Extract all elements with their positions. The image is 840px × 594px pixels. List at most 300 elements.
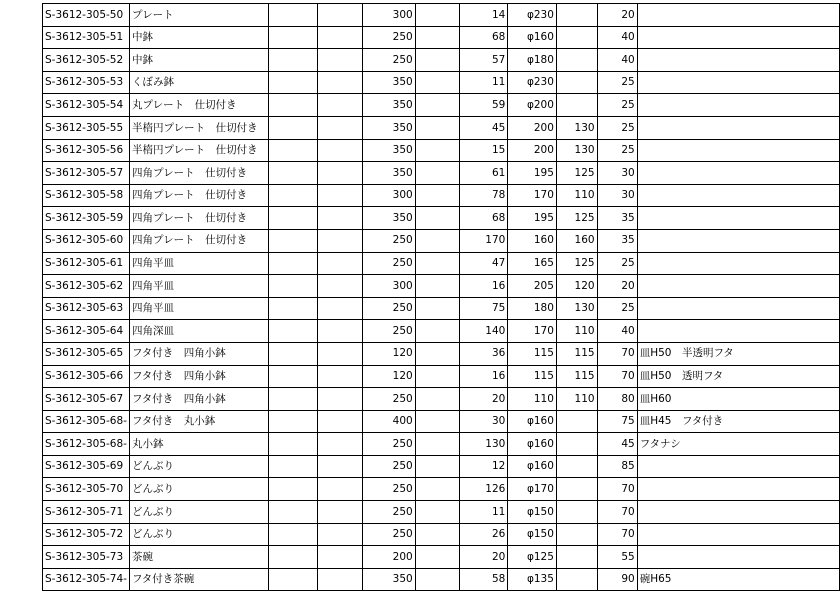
quantity-cell: 45 (460, 116, 508, 139)
width-cell: 125 (556, 252, 597, 275)
height-cell: 70 (597, 501, 637, 524)
empty-cell (317, 568, 363, 591)
price-cell: 350 (363, 71, 416, 94)
quantity-cell: 59 (460, 94, 508, 117)
empty-cell (269, 275, 317, 298)
empty-cell (415, 320, 460, 343)
product-name-cell: どんぶり (129, 501, 268, 524)
width-cell (556, 478, 597, 501)
table-row (43, 388, 840, 411)
product-code-cell: S-3612-305-57 (43, 162, 130, 185)
product-code-cell: S-3612-305-71 (43, 501, 130, 524)
quantity-cell: 126 (460, 478, 508, 501)
product-table (42, 3, 840, 591)
product-code-cell: S-3612-305-60 (43, 229, 130, 252)
product-name-cell: 茶碗 (129, 546, 268, 569)
diameter-length-cell: 115 (508, 342, 557, 365)
table-row (43, 162, 840, 185)
quantity-cell: 20 (460, 546, 508, 569)
empty-cell (317, 49, 363, 72)
product-name-cell: フタ付き 丸小鉢 (129, 410, 268, 433)
width-cell: 110 (556, 388, 597, 411)
price-cell: 250 (363, 320, 416, 343)
diameter-length-cell: 195 (508, 207, 557, 230)
note-cell (637, 229, 839, 252)
quantity-cell: 12 (460, 455, 508, 478)
product-code-cell: S-3612-305-73 (43, 546, 130, 569)
table-row (43, 275, 840, 298)
width-cell (556, 523, 597, 546)
empty-cell (317, 455, 363, 478)
quantity-cell: 16 (460, 275, 508, 298)
price-cell: 300 (363, 4, 416, 27)
table-row (43, 139, 840, 162)
height-cell: 20 (597, 275, 637, 298)
diameter-length-cell: φ170 (508, 478, 557, 501)
empty-cell (269, 501, 317, 524)
note-cell (637, 501, 839, 524)
empty-cell (269, 71, 317, 94)
table-row (43, 26, 840, 49)
width-cell (556, 546, 597, 569)
note-cell (637, 455, 839, 478)
empty-cell (269, 388, 317, 411)
quantity-cell: 61 (460, 162, 508, 185)
price-cell: 120 (363, 365, 416, 388)
empty-cell (317, 207, 363, 230)
table-row (43, 4, 840, 27)
price-cell: 350 (363, 116, 416, 139)
empty-cell (317, 546, 363, 569)
diameter-length-cell: φ135 (508, 568, 557, 591)
quantity-cell: 30 (460, 410, 508, 433)
diameter-length-cell: φ160 (508, 26, 557, 49)
empty-cell (317, 71, 363, 94)
table-row (43, 523, 840, 546)
empty-cell (415, 523, 460, 546)
empty-cell (415, 139, 460, 162)
diameter-length-cell: φ150 (508, 523, 557, 546)
product-code-cell: S-3612-305-53 (43, 71, 130, 94)
quantity-cell: 68 (460, 207, 508, 230)
empty-cell (269, 139, 317, 162)
empty-cell (269, 455, 317, 478)
height-cell: 35 (597, 229, 637, 252)
table-row (43, 229, 840, 252)
diameter-length-cell: 110 (508, 388, 557, 411)
height-cell: 20 (597, 4, 637, 27)
table-row (43, 433, 840, 456)
table-row (43, 365, 840, 388)
quantity-cell: 16 (460, 365, 508, 388)
empty-cell (415, 546, 460, 569)
diameter-length-cell: 200 (508, 116, 557, 139)
diameter-length-cell: φ200 (508, 94, 557, 117)
height-cell: 85 (597, 455, 637, 478)
table-row (43, 478, 840, 501)
product-code-cell: S-3612-305-55 (43, 116, 130, 139)
note-cell (637, 297, 839, 320)
empty-cell (415, 568, 460, 591)
width-cell (556, 501, 597, 524)
quantity-cell: 20 (460, 388, 508, 411)
product-code-cell: S-3612-305-61 (43, 252, 130, 275)
quantity-cell: 14 (460, 4, 508, 27)
diameter-length-cell: φ150 (508, 501, 557, 524)
empty-cell (415, 94, 460, 117)
width-cell: 125 (556, 162, 597, 185)
product-code-cell: S-3612-305-67 (43, 388, 130, 411)
height-cell: 70 (597, 365, 637, 388)
empty-cell (317, 252, 363, 275)
product-name-cell: 四角プレート 仕切付き (129, 229, 268, 252)
price-cell: 250 (363, 26, 416, 49)
product-name-cell: 四角プレート 仕切付き (129, 162, 268, 185)
height-cell: 30 (597, 162, 637, 185)
product-name-cell: フタ付き 四角小鉢 (129, 342, 268, 365)
note-cell (637, 320, 839, 343)
width-cell: 160 (556, 229, 597, 252)
empty-cell (269, 478, 317, 501)
product-code-cell: S-3612-305-63 (43, 297, 130, 320)
price-cell: 250 (363, 478, 416, 501)
note-cell: 碗H65 (637, 568, 839, 591)
note-cell (637, 116, 839, 139)
empty-cell (415, 365, 460, 388)
empty-cell (317, 320, 363, 343)
empty-cell (415, 455, 460, 478)
product-code-cell: S-3612-305-74- (43, 568, 130, 591)
product-name-cell: くぼみ鉢 (129, 71, 268, 94)
height-cell: 40 (597, 26, 637, 49)
note-cell (637, 523, 839, 546)
product-name-cell: どんぶり (129, 478, 268, 501)
note-cell: フタナシ (637, 433, 839, 456)
width-cell (556, 49, 597, 72)
price-cell: 250 (363, 297, 416, 320)
note-cell (637, 275, 839, 298)
empty-cell (415, 297, 460, 320)
note-cell: 皿H60 (637, 388, 839, 411)
note-cell (637, 49, 839, 72)
quantity-cell: 78 (460, 184, 508, 207)
product-code-cell: S-3612-305-68- (43, 410, 130, 433)
empty-cell (415, 478, 460, 501)
product-name-cell: 四角深皿 (129, 320, 268, 343)
height-cell: 25 (597, 71, 637, 94)
product-code-cell: S-3612-305-59 (43, 207, 130, 230)
width-cell: 115 (556, 342, 597, 365)
price-cell: 200 (363, 546, 416, 569)
width-cell (556, 71, 597, 94)
product-code-cell: S-3612-305-50 (43, 4, 130, 27)
price-cell: 120 (363, 342, 416, 365)
width-cell (556, 26, 597, 49)
table-row (43, 116, 840, 139)
note-cell (637, 94, 839, 117)
empty-cell (269, 4, 317, 27)
product-code-cell: S-3612-305-65 (43, 342, 130, 365)
product-code-cell: S-3612-305-54 (43, 94, 130, 117)
table-row (43, 320, 840, 343)
quantity-cell: 170 (460, 229, 508, 252)
note-cell (637, 162, 839, 185)
price-cell: 250 (363, 388, 416, 411)
width-cell (556, 410, 597, 433)
empty-cell (317, 410, 363, 433)
note-cell (637, 478, 839, 501)
width-cell: 130 (556, 139, 597, 162)
quantity-cell: 57 (460, 49, 508, 72)
price-cell: 250 (363, 523, 416, 546)
width-cell: 130 (556, 116, 597, 139)
note-cell: 皿H45 フタ付き (637, 410, 839, 433)
empty-cell (415, 116, 460, 139)
empty-cell (269, 342, 317, 365)
diameter-length-cell: 195 (508, 162, 557, 185)
price-cell: 350 (363, 139, 416, 162)
product-code-cell: S-3612-305-66 (43, 365, 130, 388)
empty-cell (317, 184, 363, 207)
height-cell: 80 (597, 388, 637, 411)
table-row (43, 410, 840, 433)
diameter-length-cell: 180 (508, 297, 557, 320)
empty-cell (269, 568, 317, 591)
empty-cell (415, 26, 460, 49)
empty-cell (269, 546, 317, 569)
empty-cell (317, 116, 363, 139)
empty-cell (317, 478, 363, 501)
empty-cell (317, 365, 363, 388)
table-row (43, 184, 840, 207)
diameter-length-cell: 165 (508, 252, 557, 275)
height-cell: 25 (597, 252, 637, 275)
empty-cell (269, 229, 317, 252)
quantity-cell: 11 (460, 71, 508, 94)
table-row (43, 342, 840, 365)
table-row (43, 568, 840, 591)
product-code-cell: S-3612-305-62 (43, 275, 130, 298)
width-cell: 120 (556, 275, 597, 298)
price-cell: 350 (363, 162, 416, 185)
width-cell (556, 455, 597, 478)
table-row (43, 207, 840, 230)
empty-cell (317, 4, 363, 27)
height-cell: 25 (597, 116, 637, 139)
empty-cell (317, 342, 363, 365)
diameter-length-cell: 200 (508, 139, 557, 162)
price-cell: 250 (363, 501, 416, 524)
empty-cell (269, 523, 317, 546)
product-name-cell: 四角プレート 仕切付き (129, 184, 268, 207)
empty-cell (415, 342, 460, 365)
empty-cell (317, 26, 363, 49)
quantity-cell: 140 (460, 320, 508, 343)
empty-cell (269, 410, 317, 433)
empty-cell (415, 388, 460, 411)
note-cell (637, 71, 839, 94)
table-body (43, 4, 840, 591)
product-code-cell: S-3612-305-58 (43, 184, 130, 207)
product-code-cell: S-3612-305-72 (43, 523, 130, 546)
empty-cell (269, 433, 317, 456)
quantity-cell: 11 (460, 501, 508, 524)
height-cell: 40 (597, 320, 637, 343)
note-cell (637, 207, 839, 230)
table-row (43, 94, 840, 117)
product-name-cell: 四角平皿 (129, 297, 268, 320)
width-cell (556, 568, 597, 591)
note-cell (637, 252, 839, 275)
product-code-cell: S-3612-305-64 (43, 320, 130, 343)
diameter-length-cell: 160 (508, 229, 557, 252)
table-row (43, 71, 840, 94)
height-cell: 70 (597, 478, 637, 501)
height-cell: 70 (597, 523, 637, 546)
empty-cell (269, 320, 317, 343)
table-row (43, 546, 840, 569)
table-row (43, 455, 840, 478)
product-name-cell: 丸小鉢 (129, 433, 268, 456)
product-name-cell: フタ付き 四角小鉢 (129, 388, 268, 411)
width-cell (556, 4, 597, 27)
note-cell (637, 4, 839, 27)
empty-cell (317, 523, 363, 546)
note-cell: 皿H50 透明フタ (637, 365, 839, 388)
product-code-cell: S-3612-305-69 (43, 455, 130, 478)
empty-cell (317, 433, 363, 456)
empty-cell (269, 116, 317, 139)
empty-cell (415, 162, 460, 185)
product-name-cell: 四角平皿 (129, 252, 268, 275)
note-cell (637, 26, 839, 49)
note-cell: 皿H50 半透明フタ (637, 342, 839, 365)
quantity-cell: 130 (460, 433, 508, 456)
empty-cell (317, 94, 363, 117)
price-cell: 350 (363, 94, 416, 117)
product-code-cell: S-3612-305-68- (43, 433, 130, 456)
width-cell: 130 (556, 297, 597, 320)
product-name-cell: フタ付き茶碗 (129, 568, 268, 591)
height-cell: 25 (597, 139, 637, 162)
empty-cell (415, 4, 460, 27)
product-name-cell: 四角平皿 (129, 275, 268, 298)
empty-cell (415, 275, 460, 298)
product-code-cell: S-3612-305-56 (43, 139, 130, 162)
quantity-cell: 36 (460, 342, 508, 365)
table-row (43, 297, 840, 320)
height-cell: 75 (597, 410, 637, 433)
quantity-cell: 58 (460, 568, 508, 591)
price-cell: 250 (363, 49, 416, 72)
empty-cell (415, 71, 460, 94)
empty-cell (415, 207, 460, 230)
diameter-length-cell: φ160 (508, 410, 557, 433)
width-cell: 125 (556, 207, 597, 230)
height-cell: 55 (597, 546, 637, 569)
empty-cell (269, 184, 317, 207)
diameter-length-cell: φ230 (508, 4, 557, 27)
empty-cell (415, 433, 460, 456)
height-cell: 25 (597, 94, 637, 117)
diameter-length-cell: 170 (508, 320, 557, 343)
width-cell (556, 94, 597, 117)
product-code-cell: S-3612-305-52 (43, 49, 130, 72)
diameter-length-cell: φ160 (508, 455, 557, 478)
empty-cell (317, 501, 363, 524)
price-cell: 250 (363, 433, 416, 456)
height-cell: 30 (597, 184, 637, 207)
empty-cell (269, 365, 317, 388)
quantity-cell: 47 (460, 252, 508, 275)
price-cell: 350 (363, 568, 416, 591)
height-cell: 35 (597, 207, 637, 230)
note-cell (637, 184, 839, 207)
product-name-cell: 半楕円プレート 仕切付き (129, 116, 268, 139)
product-name-cell: 丸プレート 仕切付き (129, 94, 268, 117)
empty-cell (415, 184, 460, 207)
price-cell: 300 (363, 275, 416, 298)
empty-cell (317, 297, 363, 320)
price-cell: 250 (363, 455, 416, 478)
price-cell: 250 (363, 252, 416, 275)
empty-cell (415, 229, 460, 252)
width-cell (556, 433, 597, 456)
product-name-cell: フタ付き 四角小鉢 (129, 365, 268, 388)
empty-cell (415, 410, 460, 433)
empty-cell (269, 26, 317, 49)
product-name-cell: どんぶり (129, 523, 268, 546)
width-cell: 110 (556, 184, 597, 207)
product-name-cell: 四角プレート 仕切付き (129, 207, 268, 230)
diameter-length-cell: φ230 (508, 71, 557, 94)
price-cell: 400 (363, 410, 416, 433)
product-name-cell: プレート (129, 4, 268, 27)
product-code-cell: S-3612-305-70 (43, 478, 130, 501)
empty-cell (317, 229, 363, 252)
width-cell: 115 (556, 365, 597, 388)
diameter-length-cell: φ160 (508, 433, 557, 456)
table-row (43, 252, 840, 275)
height-cell: 70 (597, 342, 637, 365)
height-cell: 25 (597, 297, 637, 320)
price-cell: 300 (363, 184, 416, 207)
empty-cell (317, 388, 363, 411)
empty-cell (415, 252, 460, 275)
empty-cell (269, 94, 317, 117)
product-name-cell: 中鉢 (129, 26, 268, 49)
empty-cell (415, 501, 460, 524)
diameter-length-cell: 115 (508, 365, 557, 388)
height-cell: 45 (597, 433, 637, 456)
height-cell: 90 (597, 568, 637, 591)
price-cell: 250 (363, 229, 416, 252)
empty-cell (269, 297, 317, 320)
table-row (43, 501, 840, 524)
quantity-cell: 15 (460, 139, 508, 162)
note-cell (637, 546, 839, 569)
diameter-length-cell: φ125 (508, 546, 557, 569)
diameter-length-cell: φ180 (508, 49, 557, 72)
product-code-cell: S-3612-305-51 (43, 26, 130, 49)
empty-cell (269, 162, 317, 185)
width-cell: 110 (556, 320, 597, 343)
empty-cell (317, 275, 363, 298)
note-cell (637, 139, 839, 162)
price-cell: 350 (363, 207, 416, 230)
empty-cell (269, 49, 317, 72)
diameter-length-cell: 170 (508, 184, 557, 207)
